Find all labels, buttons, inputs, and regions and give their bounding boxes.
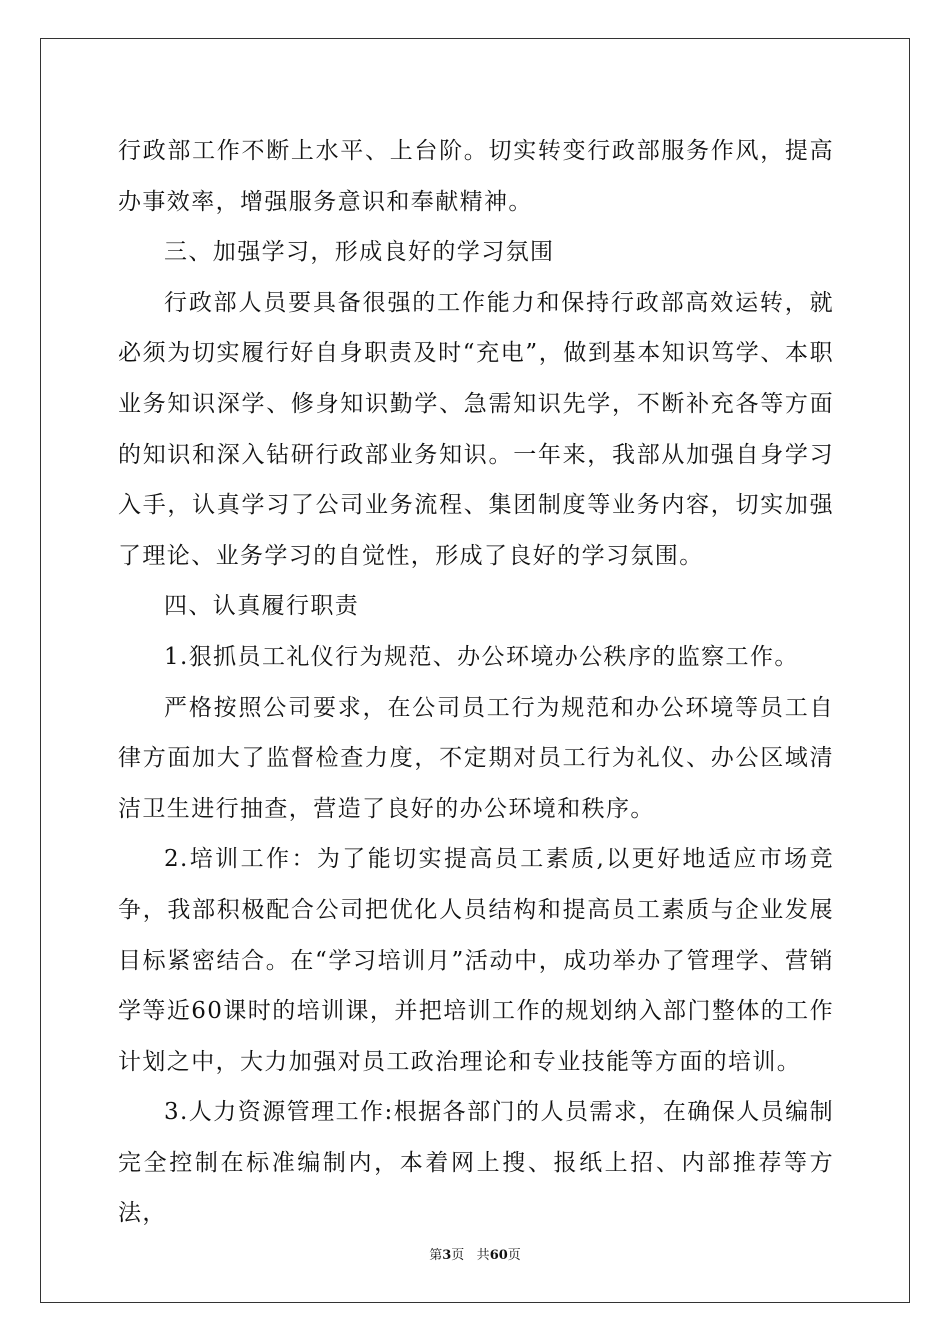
document-body [118,126,834,1239]
page-label-prefix: 第 [429,1248,443,1263]
page-label-suffix: 页 [451,1248,465,1263]
page-number: 3 [442,1248,452,1263]
paragraph: 2.培训工作：为了能切实提高员工素质,以更好地适应市场竞争，我部积极配合公司把优化人员结构和提高员工素质与企业发展目标紧密结合。在“学习培训月”活动中，成功举办了管理学、营销学等近60课时的培训课，并把培训工作的规划纳入部门整体的工作计划之中，大力加强对员工政治理论和专业技能等方面的培训。 [118,846,834,1075]
paragraph: 行政部工作不断上水平、上台阶。切实转变行政部服务作风，提高办事效率，增强服务意识和奉献精神。 [118,138,834,215]
paragraph: 3.人力资源管理工作:根据各部门的人员需求，在确保人员编制完全控制在标准编制内，本着网上搜、报纸上招、内部推荐等方法， [118,1099,834,1227]
list-item-heading: 1.狠抓员工礼仪行为规范、办公环境办公秩序的监察工作。 [164,643,799,670]
section-heading: 三、加强学习，形成良好的学习氛围 [164,239,555,266]
total-pages: 60 [489,1248,508,1263]
section-heading: 四、认真履行职责 [164,593,360,620]
paragraph: 行政部人员要具备很强的工作能力和保持行政部高效运转，就必须为切实履行好自身职责及时“充电”，做到基本知识笃学、本职业务知识深学、修身知识勤学、急需知识先学，不断补充各等方面的知识和深入钻研行政部业务知识。一年来，我部从加强自身学习入手，认真学习了公司业务流程、集团制度等业务内容，切实加强了理论、业务学习的自觉性，形成了良好的学习氛围。 [118,289,834,569]
total-label-suffix: 页 [507,1248,521,1263]
total-label-prefix: 共 [476,1248,490,1263]
page-footer [0,1244,950,1263]
paragraph: 严格按照公司要求，在公司员工行为规范和办公环境等员工自律方面加大了监督检查力度，不定期对员工行为礼仪、办公区域清洁卫生进行抽查，营造了良好的办公环境和秩序。 [118,694,834,822]
